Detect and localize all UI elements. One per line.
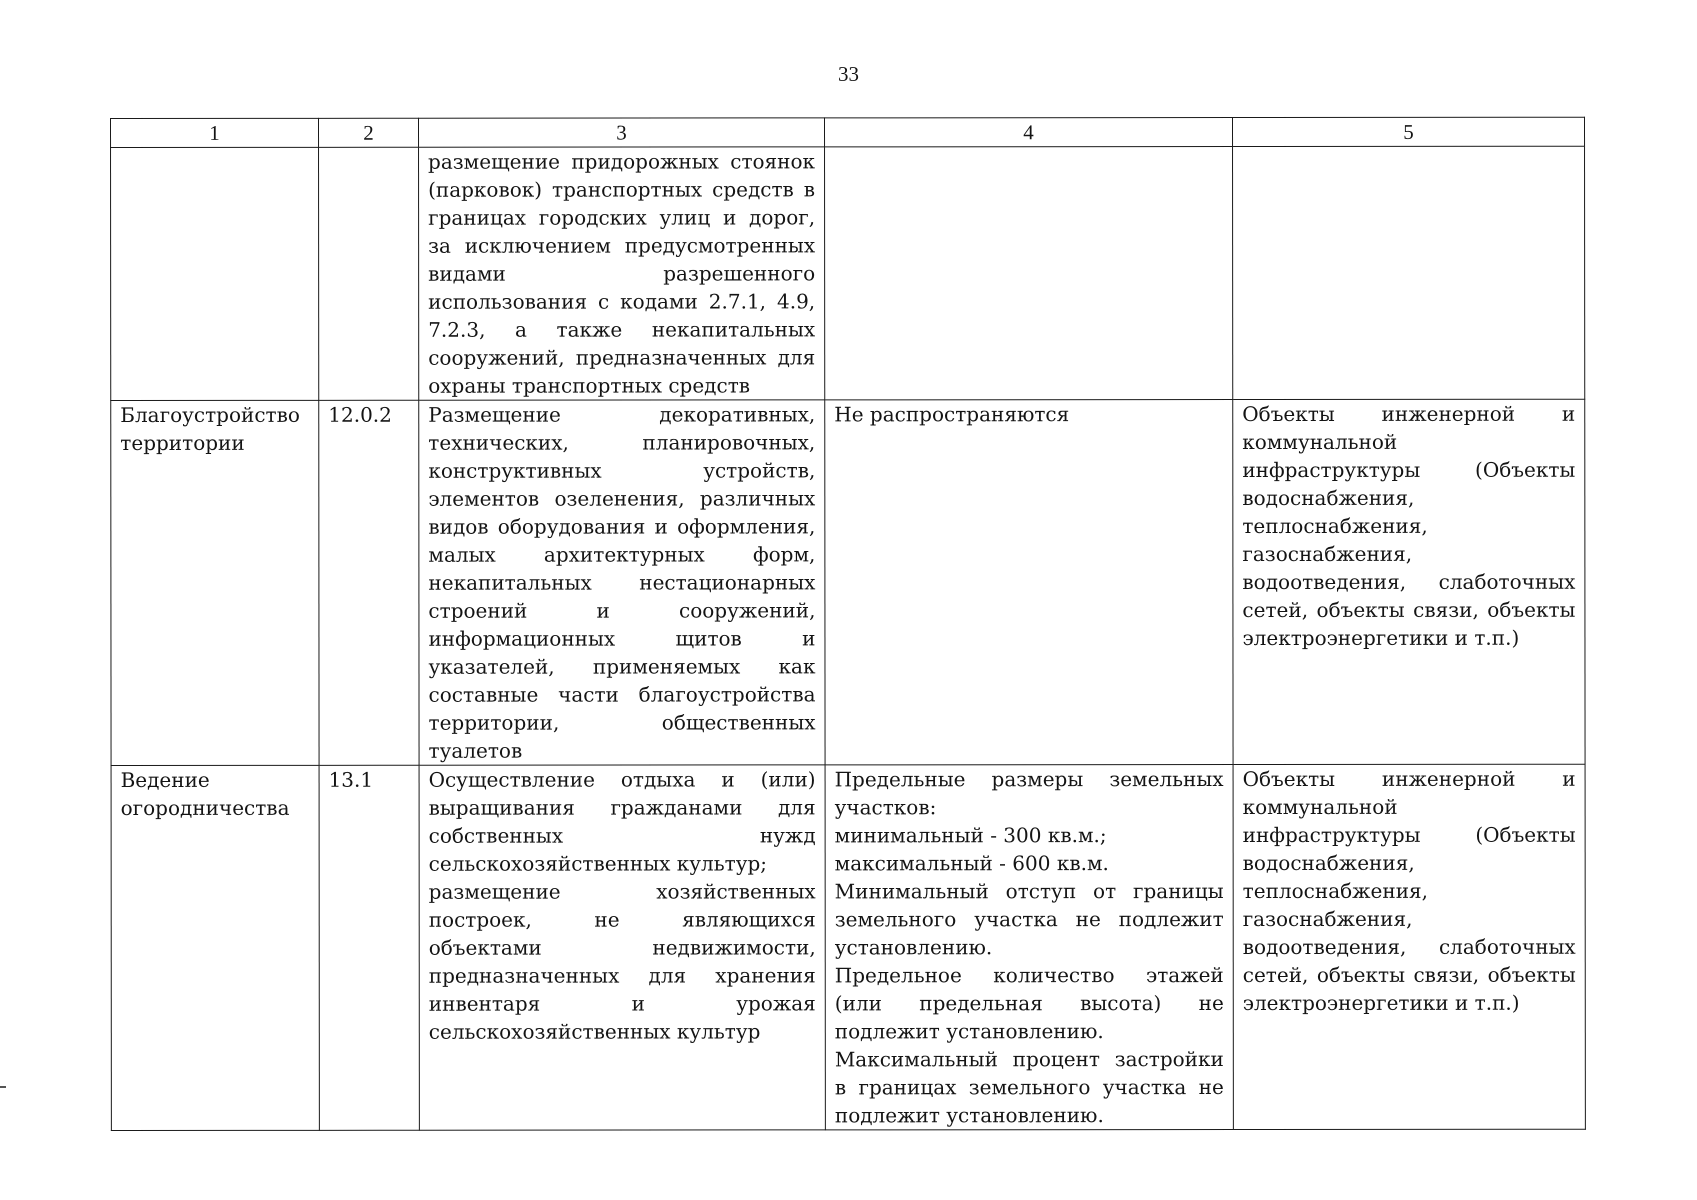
use-parameters-cell [825,765,1233,1130]
use-name-text: Ведение огородничества [120,767,290,820]
column-header-3: 3 [419,118,825,147]
use-name-cell [111,147,319,400]
use-code-cell [319,765,419,1130]
use-description-text: Осуществление отдыха и (или) выращивания гражданами для собственных нужд сельскохозяйственных культур; размещение хозяйственных построек, не являющихся объектами недвижимости, предназначенных для хранения инвентаря и урожая сельскохозяйственных культур [428,767,816,1044]
use-code-cell [319,400,419,765]
use-objects-cell [1233,399,1585,764]
use-parameters-cell [825,147,1233,400]
use-description-text: Размещение декоративных, технических, планировочных, конструктивных устройств, элементов озеленения, различных видов оборудования и оформления, малых архитектурных форм, некапитальных нестационарных строений и сооружений, информационных щитов и указателей, применяемых как составные части благоустройства территории, общественных туалетов [428,402,816,763]
table-row [111,764,1585,1130]
page-number: 33 [838,62,859,86]
column-header-2: 2 [319,118,419,147]
use-code-text: 12.0.2 [328,402,392,427]
use-description-cell [419,765,825,1130]
use-parameters-text: Предельные размеры земельных участков: минимальный - 300 кв.м.; максимальный - 600 кв.м. Минимальный отступ от границы земельного участка не подлежит установлению. Предельное количество этажей (или предельная высота) не подлежит установлению. Максимальный процент застройки в границах земельного участка не подлежит установлению. [834,767,1224,1128]
use-name-cell [111,400,319,765]
use-description-cell [419,147,825,400]
use-objects-text: Объекты инженерной и коммунальной инфраструктуры (Объекты водоснабжения, теплоснабжения, газоснабжения, водоотведения, слаботочных сетей, объекты связи, объекты электроэнергетики и т.п.) [1242,401,1576,651]
use-description-text: размещение придорожных стоянок (парковок) транспортных средств в границах городских улиц и дорог, за исключением предусмотренных видами разрешенного использования с кодами 2.7.1, 4.9, 7.2.3, а также некапитальных сооружений, предназначенных для охраны транспортных средств [428,149,816,398]
table-row [111,146,1585,400]
column-header-5: 5 [1233,117,1585,146]
table-header-row [111,117,1585,147]
use-parameters-cell [825,400,1233,765]
use-name-cell [111,765,319,1130]
use-parameters-text: Не распространяются [834,402,1070,427]
use-code-text: 13.1 [328,767,374,792]
use-code-cell [319,147,419,400]
use-objects-cell [1233,146,1585,399]
scan-margin-mark [0,1086,6,1088]
use-description-cell [419,400,825,765]
column-header-1: 1 [111,118,319,147]
column-header-4: 4 [825,118,1233,147]
use-objects-text: Объекты инженерной и коммунальной инфраструктуры (Объекты водоснабжения, теплоснабжения, газоснабжения, водоотведения, слаботочных сетей, объекты связи, объекты электроэнергетики и т.п.) [1242,766,1576,1016]
use-objects-cell [1233,764,1585,1129]
zoning-table [110,117,1586,1131]
table-row [111,399,1585,765]
use-name-text: Благоустройство территории [120,402,300,455]
